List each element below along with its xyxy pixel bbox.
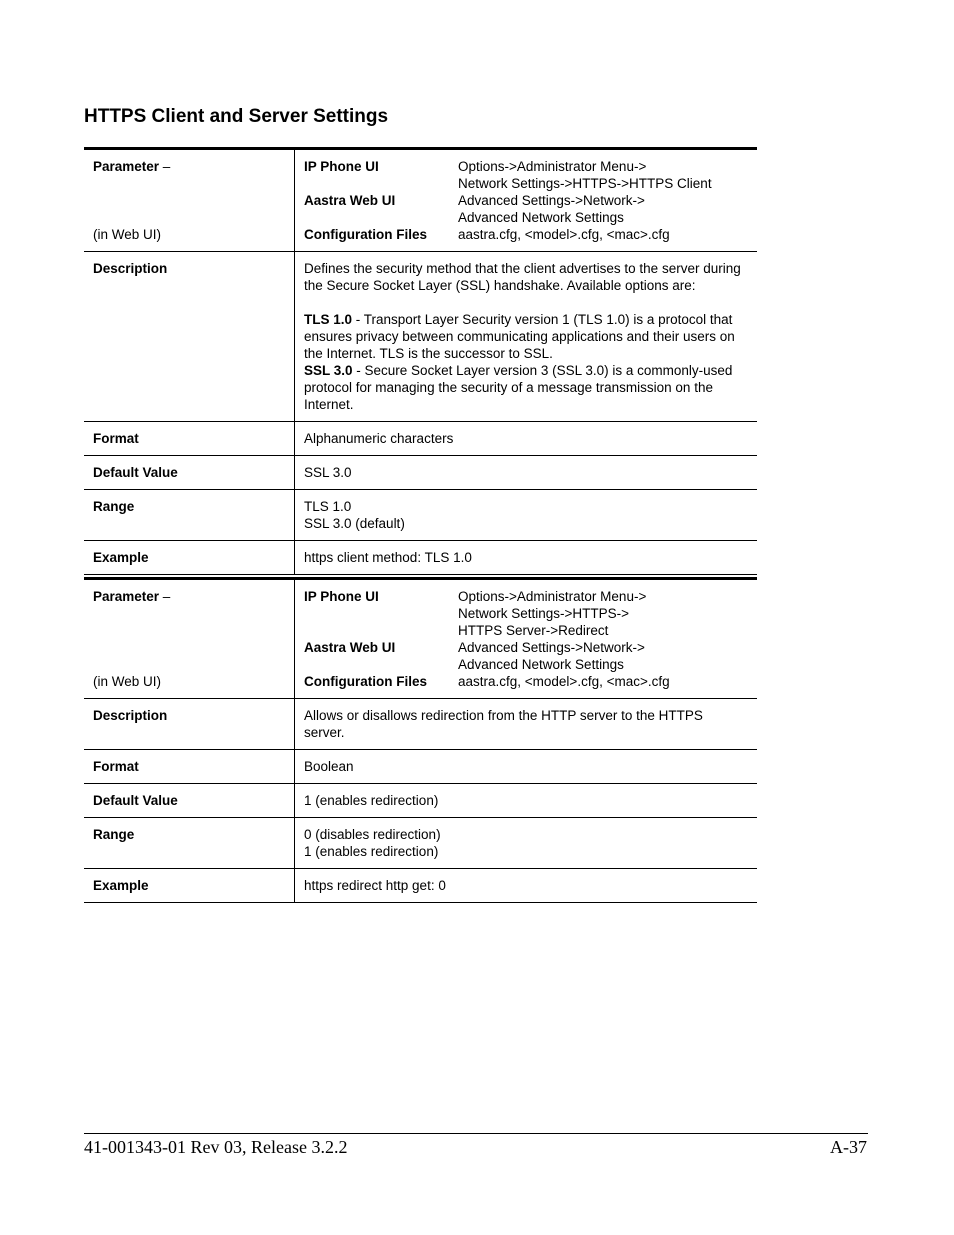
description-value: Allows or disallows redirection from the HTTP server to the HTTPS server.: [295, 699, 758, 750]
format-value: Boolean: [295, 750, 758, 784]
parameter-row: [84, 149, 757, 252]
example-label: Example: [84, 541, 295, 575]
range-label: Range: [84, 490, 295, 541]
section-title: HTTPS Client and Server Settings: [84, 106, 389, 127]
example-row: [84, 869, 757, 903]
ip-phone-ui-label: IP Phone UI: [304, 159, 379, 174]
parameter-label: Parameter: [93, 159, 160, 174]
range-row: [84, 818, 757, 869]
range-value: 0 (disables redirection) 1 (enables redirection): [295, 818, 758, 869]
description-label: Description: [84, 252, 295, 422]
parameter-label: Parameter: [93, 589, 160, 604]
example-value: https client method: TLS 1.0: [295, 541, 758, 575]
description-label: Description: [84, 699, 295, 750]
parameter-dash: –: [159, 589, 171, 604]
web-ui-path: Advanced Settings->Network-> Advanced Network Settings: [458, 193, 645, 225]
tls-term: TLS 1.0: [304, 312, 353, 327]
default-value-row: [84, 456, 757, 490]
parameter-sub-label: (in Web UI): [93, 227, 162, 242]
web-ui-label: Aastra Web UI: [304, 193, 396, 208]
format-label: Format: [84, 422, 295, 456]
default-value: 1 (enables redirection): [295, 784, 758, 818]
footer-divider: [84, 1133, 868, 1134]
web-ui-path: Advanced Settings->Network-> Advanced Network Settings: [458, 640, 645, 672]
example-label: Example: [84, 869, 295, 903]
description-row: [84, 699, 757, 750]
config-files-label: Configuration Files: [304, 674, 427, 689]
ip-phone-ui-path: Options->Administrator Menu-> Network Settings->HTTPS-> HTTPS Server->Redirect: [458, 589, 647, 638]
range-value: TLS 1.0 SSL 3.0 (default): [295, 490, 758, 541]
parameter-locations: [295, 579, 758, 699]
format-row: [84, 750, 757, 784]
config-files-label: Configuration Files: [304, 227, 427, 242]
default-value-label: Default Value: [84, 456, 295, 490]
ip-phone-ui-label: IP Phone UI: [304, 589, 379, 604]
https-client-method-table: [84, 147, 757, 575]
description-row: [84, 252, 757, 422]
format-row: [84, 422, 757, 456]
parameter-label-cell: [84, 579, 295, 699]
parameter-dash: –: [159, 159, 171, 174]
https-server-redirect-table: [84, 577, 757, 903]
ssl-term: SSL 3.0: [304, 363, 353, 378]
format-label: Format: [84, 750, 295, 784]
parameter-label-cell: [84, 149, 295, 252]
parameter-sub-label: (in Web UI): [93, 674, 162, 689]
range-label: Range: [84, 818, 295, 869]
example-value: https redirect http get: 0: [295, 869, 758, 903]
parameter-row: [84, 579, 757, 699]
ip-phone-ui-path: Options->Administrator Menu-> Network Settings->HTTPS->HTTPS Client: [458, 159, 712, 191]
default-value-label: Default Value: [84, 784, 295, 818]
parameter-locations: [295, 149, 758, 252]
web-ui-label: Aastra Web UI: [304, 640, 396, 655]
range-row: [84, 490, 757, 541]
example-row: [84, 541, 757, 575]
config-files-value: aastra.cfg, <model>.cfg, <mac>.cfg: [458, 674, 670, 689]
description-value: Defines the security method that the client advertises to the server during the Secure Socket Layer (SSL) handshake. Available options are: TLS 1.0 - Transport Layer Security version 1 (TLS 1.0) is a protocol that ensures privacy between communicating applications and their users on the Internet. TLS is the successor to SSL. SSL 3.0 - Secure Socket Layer version 3 (SSL 3.0) is a commonly-used protocol for managing the security of a message transmission on the Internet.: [295, 252, 758, 422]
footer-page-number: A-37: [830, 1137, 867, 1157]
default-value-row: [84, 784, 757, 818]
format-value: Alphanumeric characters: [295, 422, 758, 456]
config-files-value: aastra.cfg, <model>.cfg, <mac>.cfg: [458, 227, 670, 242]
footer-doc-id: 41-001343-01 Rev 03, Release 3.2.2: [84, 1137, 348, 1157]
default-value: SSL 3.0: [295, 456, 758, 490]
